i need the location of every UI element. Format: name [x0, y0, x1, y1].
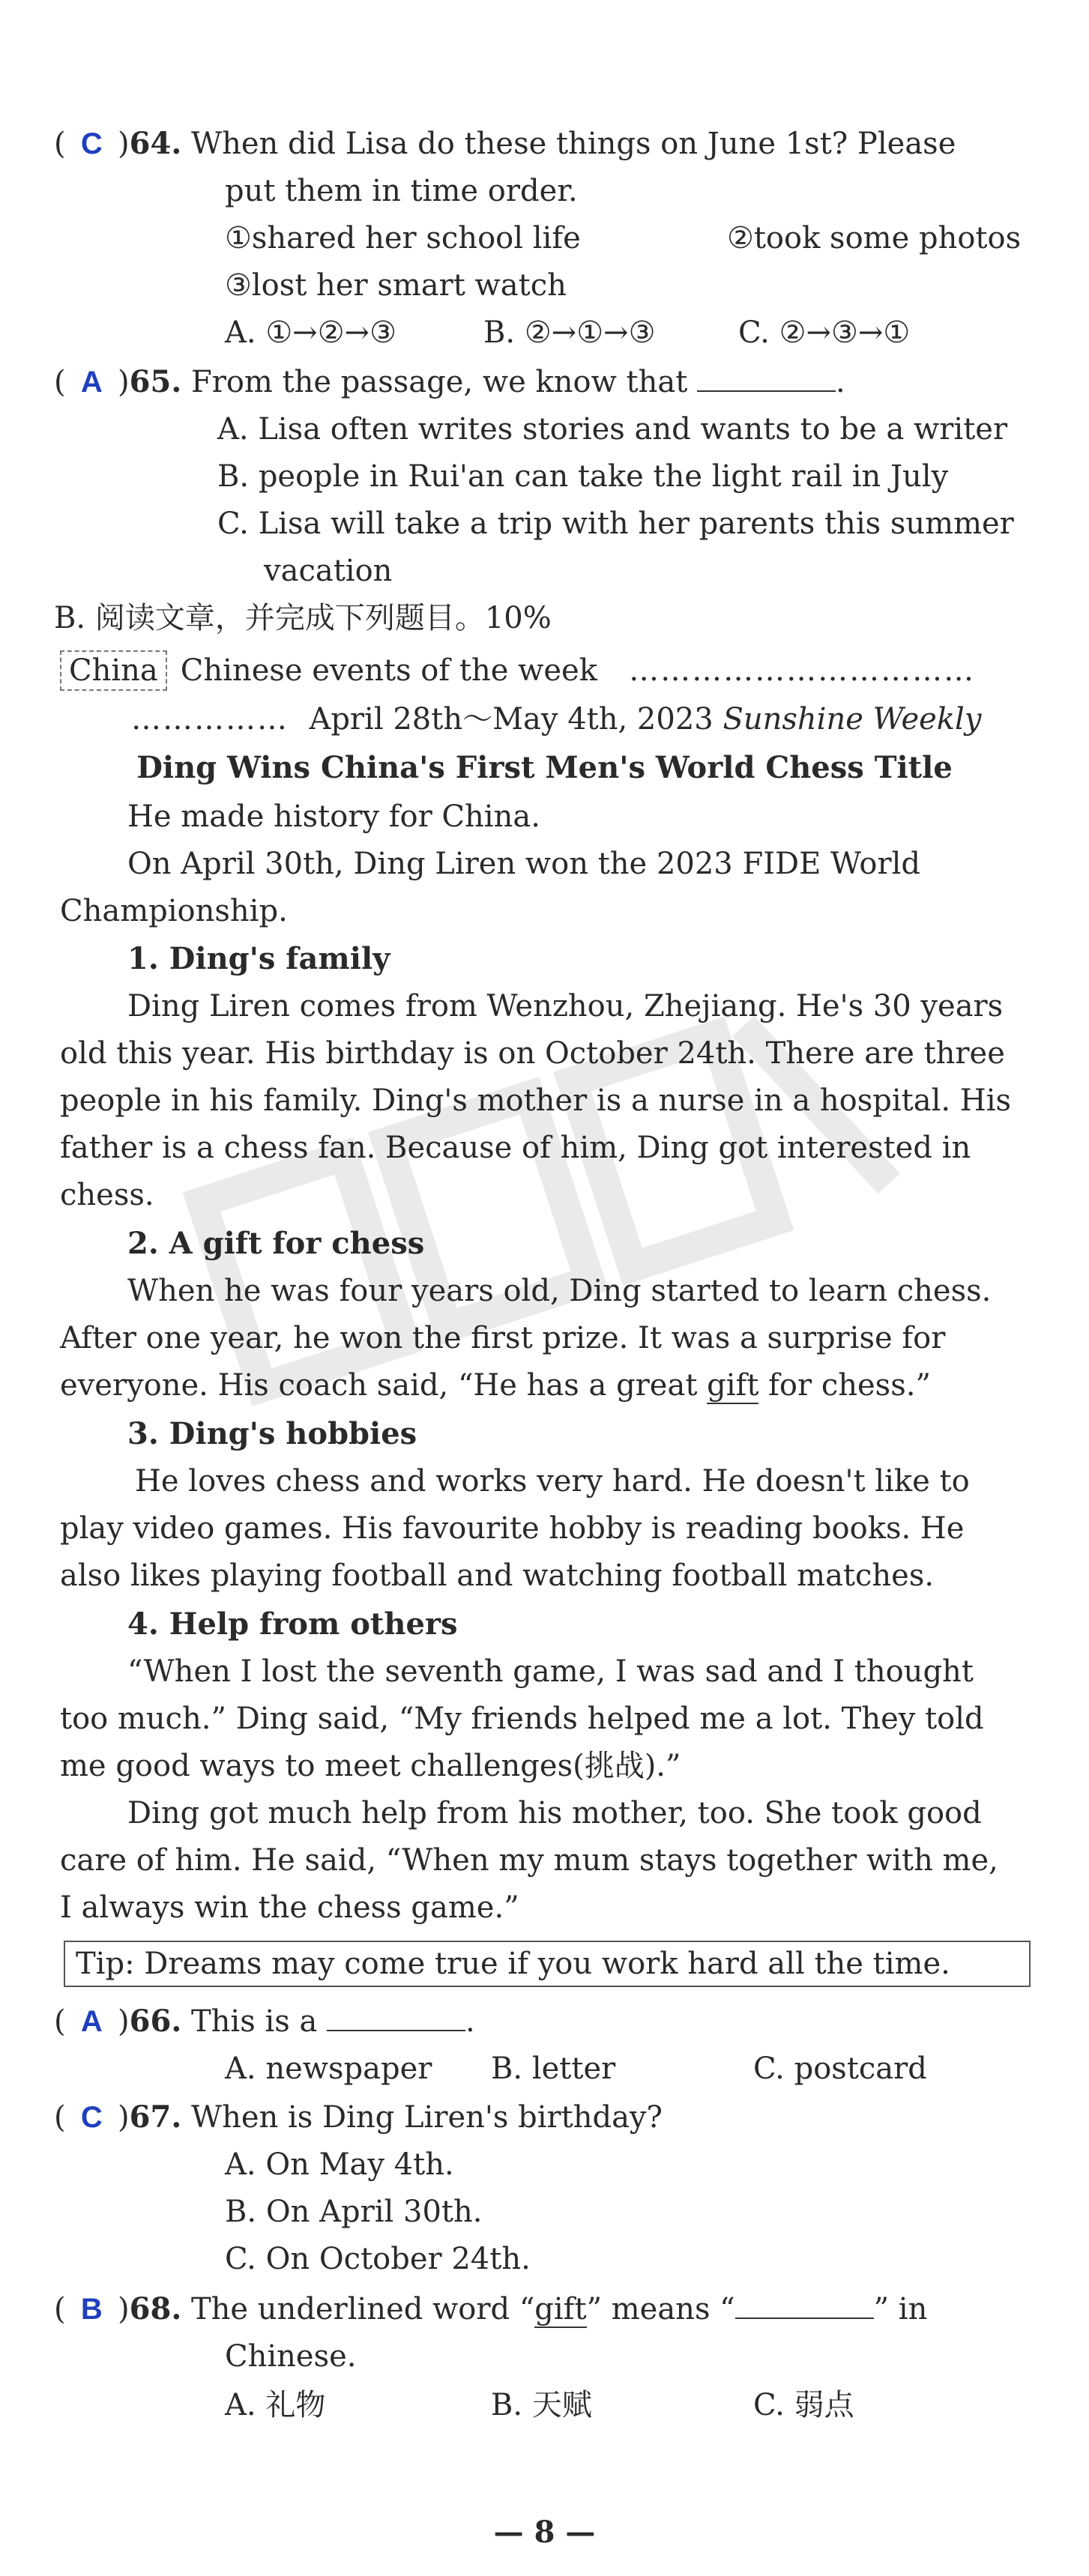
section-b-heading: B. 阅读文章，并完成下列题目。10% [54, 601, 552, 635]
answer-64: C [80, 127, 103, 160]
option-a: A. On May 4th. [225, 2147, 454, 2182]
dateline [131, 697, 981, 742]
paragraph-cont: play video games. His favourite hobby is reading books. He [60, 1511, 965, 1546]
source-name: Sunshine Weekly [723, 702, 982, 737]
item-1: ①shared her school life [225, 221, 581, 256]
paragraph-cont: Championship. [60, 894, 288, 928]
option-c: C. ②→③→① [738, 315, 911, 350]
question-stem: When is Ding Liren's birthday? [190, 2100, 663, 2135]
question-number: 64. [129, 126, 182, 161]
question-stem: This is a [190, 2004, 318, 2039]
question-number: 68. [129, 2291, 182, 2326]
question-number: 65. [129, 364, 182, 399]
option-c-cont: vacation [264, 554, 393, 588]
paragraph: Ding got much help from his mother, too. She took good [127, 1796, 982, 1830]
section-heading: 1. Ding's family [127, 941, 390, 976]
option-a: A. Lisa often writes stories and wants to be a writer [217, 412, 1008, 447]
answer-blank [327, 2000, 465, 2031]
option-a: A. newspaper [225, 2052, 432, 2086]
paragraph-cont: everyone. His coach said, “He has a great gift for chess.” [60, 1368, 931, 1403]
underlined-word-gift: gift [534, 2292, 587, 2326]
paragraph: On April 30th, Ding Liren won the 2023 FIDE World [127, 847, 920, 881]
tip-box: Tip: Dreams may come true if you work hard all the time. [64, 1941, 1031, 1987]
option-b: B. On April 30th. [225, 2195, 483, 2229]
paragraph-cont: I always win the chess game.” [60, 1890, 519, 1925]
question-stem: From the passage, we know that [190, 365, 688, 399]
dot-leader: …………………………… [606, 653, 976, 688]
paragraph: Ding Liren comes from Wenzhou, Zhejiang. He's 30 years [127, 989, 1004, 1024]
paragraph: He loves chess and works very hard. He doesn't like to [135, 1464, 970, 1499]
events-header [60, 648, 975, 693]
option-b: B. people in Rui'an can take the light rail in July [217, 459, 949, 494]
question-68: ( B )68. The underlined word “gift” means “ ” in [54, 2287, 927, 2332]
answer-blank [735, 2288, 874, 2319]
question-stem: When did Lisa do these things on June 1st? Please [190, 127, 956, 161]
paragraph: He made history for China. [127, 799, 540, 834]
item-2: ②took some photos [727, 221, 1022, 256]
question-number: 66. [129, 2004, 182, 2039]
section-heading: 2. A gift for chess [127, 1226, 425, 1261]
question-number: 67. [129, 2099, 182, 2135]
date-range: April 28th～May 4th, 2023 [309, 702, 714, 737]
dot-leader: …………… [131, 702, 300, 737]
option-c: C. On October 24th. [225, 2242, 531, 2276]
option-a: A. ①→②→③ [225, 315, 396, 350]
answer-66: A [80, 2005, 103, 2038]
answer-68: B [80, 2293, 103, 2326]
underlined-word-gift: gift [707, 1368, 759, 1403]
answer-65: A [80, 366, 103, 399]
china-tag: China [60, 650, 167, 691]
paragraph-cont: After one year, he won the first prize. It was a surprise for [60, 1321, 946, 1355]
option-b: B. letter [491, 2052, 616, 2086]
section-heading: 3. Ding's hobbies [127, 1416, 417, 1451]
section-heading: 4. Help from others [127, 1606, 458, 1642]
paragraph-cont: chess. [60, 1178, 154, 1212]
page-number: — 8 — [493, 2515, 596, 2550]
question-67: ( C )67. When is Ding Liren's birthday? [54, 2095, 663, 2140]
option-b: B. 天赋 [491, 2388, 592, 2422]
question-65: ( A )65. From the passage, we know that . [54, 360, 845, 405]
option-c: C. 弱点 [753, 2388, 854, 2422]
question-stem-cont: Chinese. [225, 2339, 357, 2374]
paragraph-cont: me good ways to meet challenges(挑战).” [60, 1749, 681, 1783]
paragraph-cont: also likes playing football and watching football matches. [60, 1558, 935, 1593]
paragraph-cont: old this year. His birthday is on October 24th. There are three [60, 1036, 1005, 1071]
article-title: Ding Wins China's First Men's World Chess Title [136, 750, 953, 785]
answer-blank [697, 360, 836, 392]
paragraph-cont: father is a chess fan. Because of him, Ding got interested in [60, 1131, 971, 1165]
question-stem-cont: put them in time order. [225, 174, 578, 208]
paragraph: “When I lost the seventh game, I was sad and I thought [127, 1654, 974, 1689]
events-label: Chinese events of the week [180, 653, 597, 688]
option-a: A. 礼物 [225, 2388, 326, 2422]
paragraph: When he was four years old, Ding started to learn chess. [127, 1274, 992, 1308]
item-3: ③lost her smart watch [225, 268, 567, 303]
option-c: C. postcard [753, 2052, 927, 2086]
paragraph-cont: care of him. He said, “When my mum stays together with me, [60, 1843, 998, 1878]
answer-67: C [80, 2101, 103, 2134]
question-66: ( A )66. This is a . [54, 1999, 475, 2044]
paragraph-cont: too much.” Ding said, “My friends helped me a lot. They told [60, 1702, 984, 1736]
option-c: C. Lisa will take a trip with her parents this summer [217, 507, 1014, 541]
paragraph-cont: people in his family. Ding's mother is a nurse in a hospital. His [60, 1083, 1012, 1118]
option-b: B. ②→①→③ [483, 315, 656, 350]
question-64: ( C )64. When did Lisa do these things on June 1st? Please [54, 121, 956, 166]
